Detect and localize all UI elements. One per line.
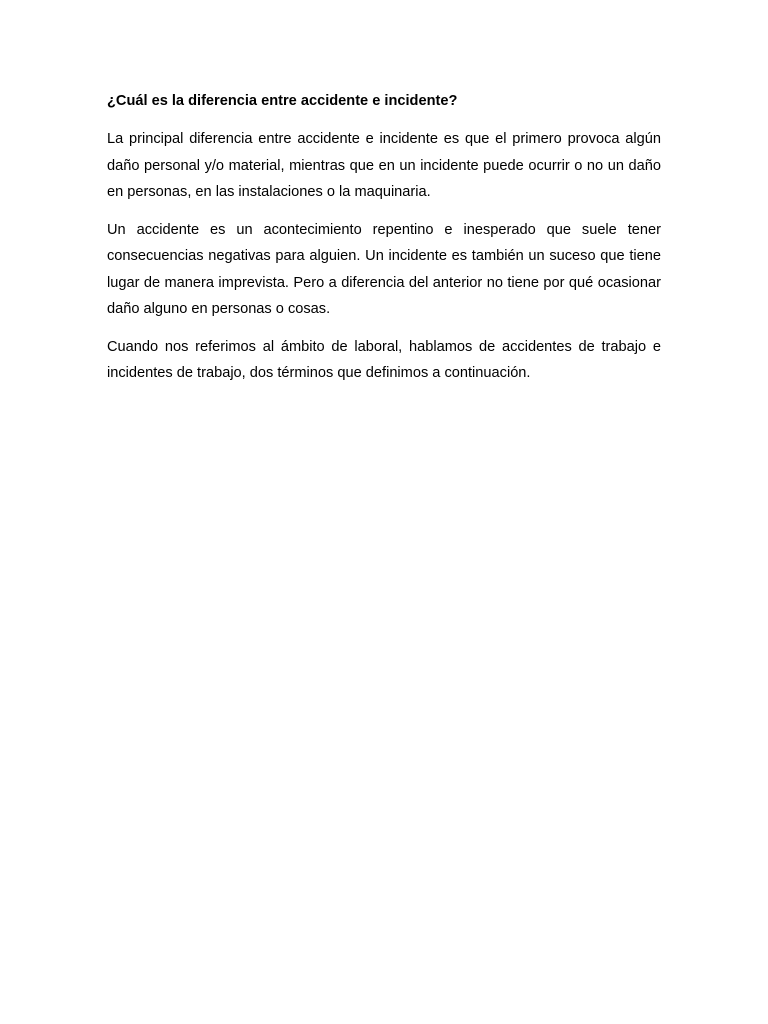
document-heading: ¿Cuál es la diferencia entre accidente e incidente? [107,93,458,109]
paragraph-2: Un accidente es un acontecimiento repentino e inesperado que suele tener consecuencias negativas para alguien. Un incidente es también un suceso que tiene lugar de manera imprevista. Pero a diferencia del anterior no tiene por qué ocasionar daño alguno en personas o cosas. [107,221,661,317]
paragraph-3: Cuando nos referimos al ámbito de laboral, hablamos de accidentes de trabajo e incidentes de trabajo, dos términos que definimos a continuación. [107,338,661,381]
document-body [107,90,661,398]
paragraph-1: La principal diferencia entre accidente e incidente es que el primero provoca algún daño personal y/o material, mientras que en un incidente puede ocurrir o no un daño en personas, en las instalaciones o la maquinaria. [107,131,661,200]
